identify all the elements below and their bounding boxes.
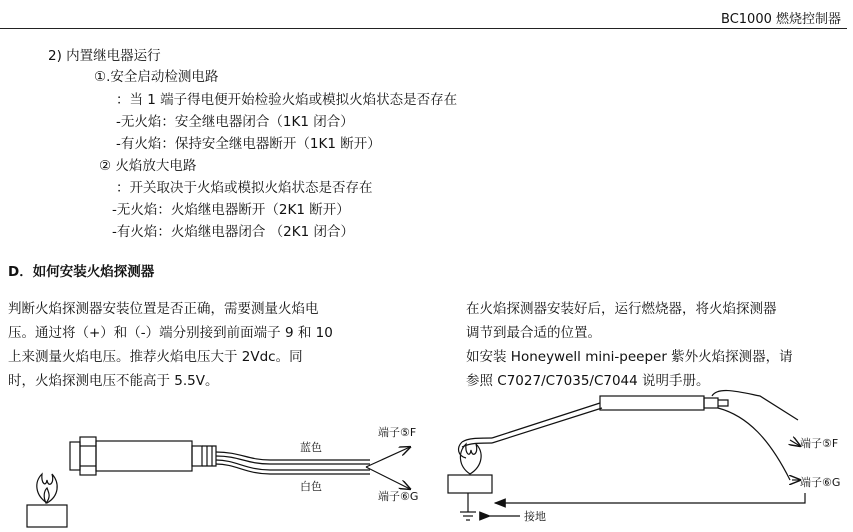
right-line: 在火焰探测器安装好后，运行燃烧器，将火焰探测器 bbox=[466, 301, 777, 317]
amplifier-noflame: -无火焰：火焰继电器断开（2K1 断开） bbox=[112, 202, 350, 218]
left-terminal-f: 端子⑤F bbox=[378, 426, 417, 439]
right-line: 参照 C7027/C7035/C7044 说明手册。 bbox=[466, 373, 710, 389]
left-line: 时，火焰探测电压不能高于 5.5V。 bbox=[8, 373, 219, 389]
left-line: 上来测量火焰电压。推荐火焰电压大于 2Vdc。同 bbox=[8, 349, 303, 365]
detector-tube bbox=[600, 396, 704, 410]
left-line: 判断火焰探测器安装位置是否正确，需要测量火焰电 bbox=[8, 301, 319, 317]
amplifier-title: ② 火焰放大电路 bbox=[99, 158, 197, 174]
detector-tip bbox=[70, 442, 80, 470]
header-title: BC1000 燃烧控制器 bbox=[721, 12, 841, 27]
ground-label: 接地 bbox=[524, 510, 546, 523]
safety-start-title: ①.安全启动检测电路 bbox=[94, 69, 219, 85]
section-2-heading: 2) 内置继电器运行 bbox=[48, 48, 161, 64]
safety-flame: -有火焰：保持安全继电器断开（1K1 断开） bbox=[116, 136, 381, 152]
right-diagram bbox=[448, 391, 805, 520]
right-line: 如安装 Honeywell mini-peeper 紫外火焰探测器，请 bbox=[466, 349, 793, 365]
right-terminal-g: 端子⑥G bbox=[800, 476, 841, 489]
safety-start-desc: ：当 1 端子得电便开始检验火焰或模拟火焰状态是否存在 bbox=[116, 92, 458, 108]
left-line: 压。通过将（+）和（-）端分别接到前面端子 9 和 10 bbox=[8, 325, 333, 341]
left-terminal-g: 端子⑥G bbox=[378, 490, 419, 503]
detector-body bbox=[96, 441, 192, 471]
left-flame-inner bbox=[44, 488, 49, 503]
detector-nut bbox=[80, 437, 96, 475]
wire-white-label: 白色 bbox=[300, 480, 322, 493]
safety-noflame: -无火焰：安全继电器闭合（1K1 闭合） bbox=[116, 114, 354, 130]
right-burner-box bbox=[448, 475, 492, 493]
section-d-heading: D．如何安装火焰探测器 bbox=[8, 264, 155, 280]
right-line: 调节到最合适的位置。 bbox=[466, 325, 601, 341]
right-terminal-f: 端子⑤F bbox=[800, 437, 839, 450]
left-diagram bbox=[27, 437, 410, 527]
left-burner-box bbox=[27, 505, 67, 527]
amplifier-flame: -有火焰：火焰继电器闭合 （2K1 闭合） bbox=[112, 224, 354, 240]
wire-blue-label: 蓝色 bbox=[300, 441, 322, 454]
right-flame-icon bbox=[460, 444, 481, 474]
amplifier-desc: ：开关取决于火焰或模拟火焰状态是否存在 bbox=[116, 180, 373, 196]
